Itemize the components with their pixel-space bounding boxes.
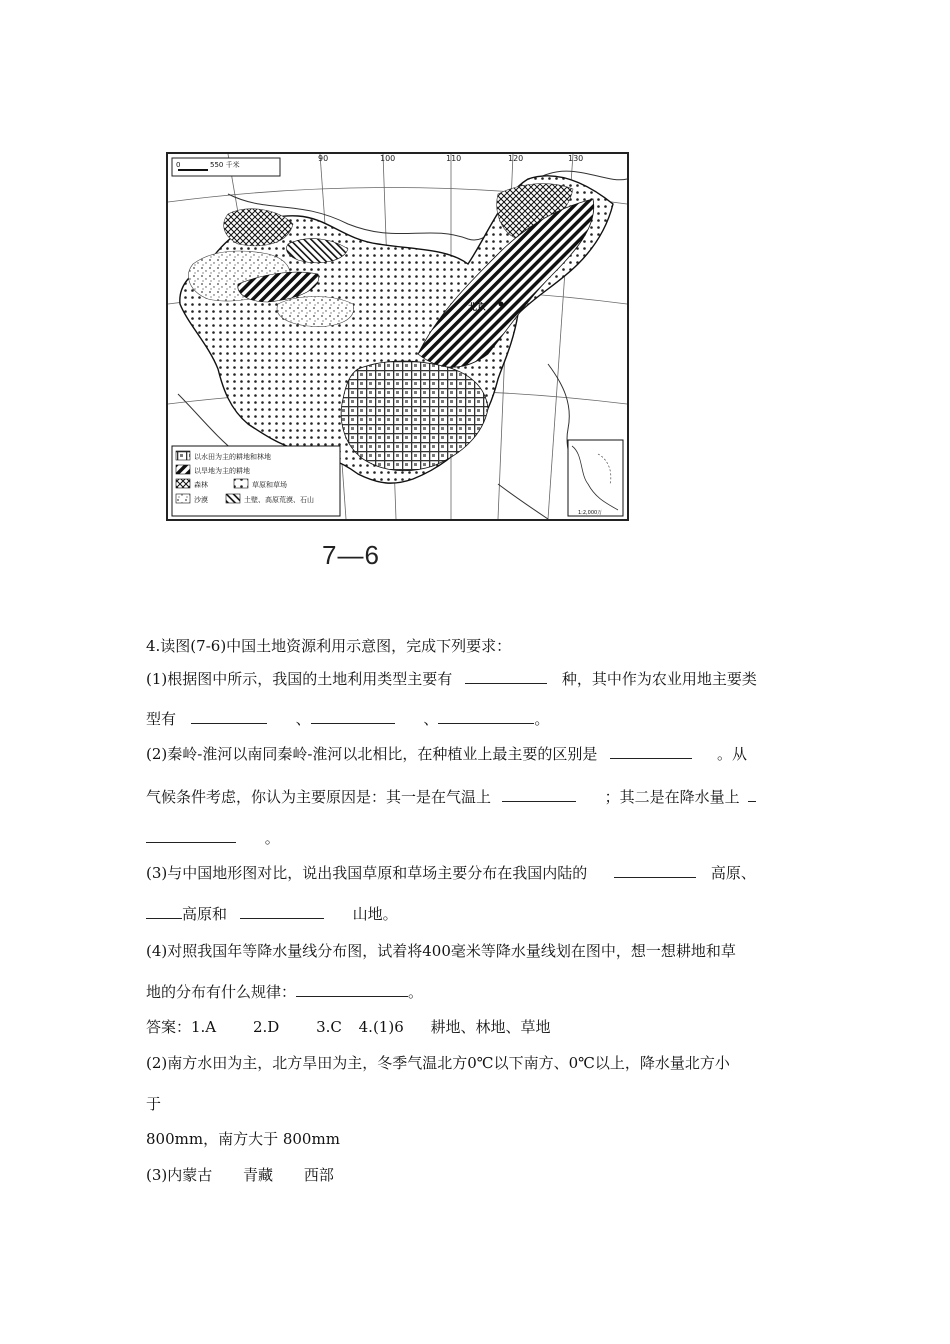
svg-text:1:2,000万: 1:2,000万 [578, 510, 603, 516]
question-4-line-2: 地的分布有什么规律： 。 [146, 983, 424, 1001]
answers-line-3: 于 [146, 1095, 162, 1113]
scale-bar [172, 158, 280, 176]
answer-blank[interactable] [311, 709, 395, 724]
question-2-line-1: (2)秦岭-淮河以南同秦岭-淮河以北相比，在种植业上最主要的区别是 。从 [146, 745, 747, 763]
answer-blank[interactable] [614, 863, 696, 878]
answers-line-1: 答案：1.A 2.D 3.C 4.(1)6 耕地、林地、草地 [146, 1018, 551, 1036]
meridian-label: 100 [380, 154, 396, 163]
answer-blank[interactable] [146, 828, 236, 843]
legend-label-barren: 土壁、高原荒漠、石山 [244, 496, 314, 504]
meridian-label: 90 [318, 154, 329, 163]
answer-blank[interactable] [465, 669, 547, 684]
question-4-line-1: (4)对照我国年等降水量线分布图，试着将400毫米等降水量线划在图中，想一想耕地和草 [146, 942, 736, 960]
china-land-use-map [168, 154, 627, 519]
land-use-map-figure [166, 152, 629, 521]
answer-blank[interactable] [146, 904, 182, 919]
answer-blank[interactable] [438, 709, 534, 724]
answers-line-5: (3)内蒙古 青藏 西部 [146, 1166, 334, 1184]
meridian-label: 110 [446, 154, 462, 163]
legend-label-grassland: 草原和草场 [252, 481, 287, 489]
legend-label-desert: 沙漠 [194, 496, 208, 504]
answers-line-4: 800mm，南方大于 800mm [146, 1130, 340, 1148]
svg-text:550 千米: 550 千米 [210, 161, 240, 169]
answer-blank[interactable] [610, 744, 692, 759]
south-china-sea-inset [568, 440, 623, 516]
answer-blank[interactable] [191, 709, 267, 724]
question-2-line-2: 气候条件考虑，你认为主要原因是：其一是在气温上 ；其二是在降水量上 [146, 787, 756, 807]
answer-blank[interactable] [502, 787, 576, 802]
answer-blank[interactable] [296, 982, 408, 997]
question-1-line-1: (1)根据图中所示，我国的土地利用类型主要有 种，其中作为农业用地主要类 [146, 670, 757, 688]
meridian-label: 130 [568, 154, 584, 163]
answer-blank[interactable] [240, 904, 324, 919]
legend-label-dryland: 以旱地为主的耕地 [194, 467, 250, 475]
meridian-label: 120 [508, 154, 524, 163]
question-2-line-3: 。 [146, 828, 280, 848]
question-3-line-2: 高原和 山地。 [146, 904, 398, 924]
answer-blank[interactable] [748, 787, 756, 802]
legend-label-paddy: 以水田为主的耕地和林地 [194, 453, 271, 461]
map-legend [172, 446, 340, 516]
question-intro: 4.读图(7-6)中国土地资源利用示意图，完成下列要求： [146, 637, 512, 655]
beijing-label: 北京 [468, 303, 487, 313]
answers-line-2: (2)南方水田为主，北方旱田为主，冬季气温北方0℃以下南方、0℃以上，降水量北方小 [146, 1054, 730, 1072]
question-1-line-2: 型有 、 、 。 [146, 710, 550, 728]
beijing-marker [499, 302, 504, 307]
figure-caption: 7—6 [322, 540, 380, 570]
legend-label-forest: 森林 [194, 481, 208, 489]
svg-text:0: 0 [176, 161, 181, 169]
question-3-line-1: (3)与中国地形图对比，说出我国草原和草场主要分布在我国内陆的 高原、 [146, 864, 756, 882]
